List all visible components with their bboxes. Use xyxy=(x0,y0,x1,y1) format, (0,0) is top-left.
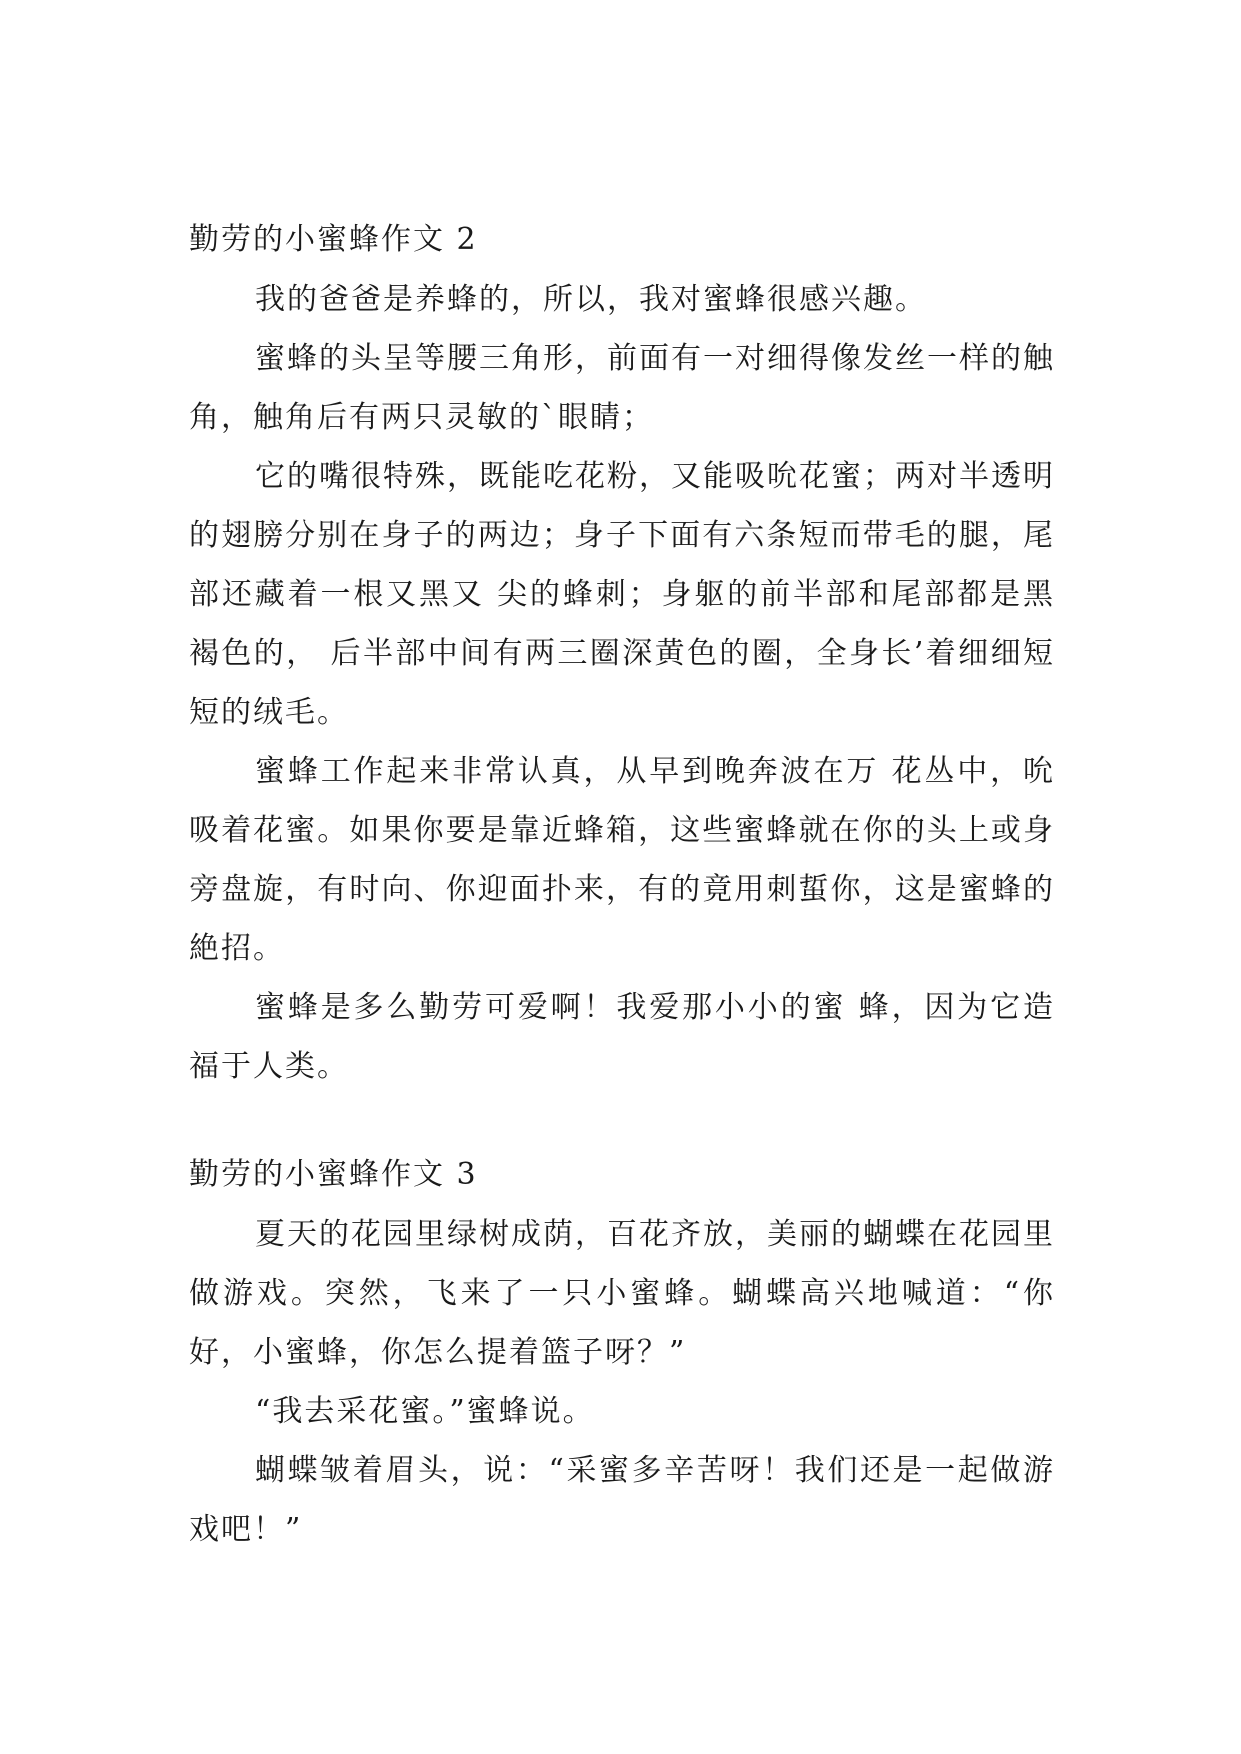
essay-2 xyxy=(189,210,1055,1096)
essay-paragraph: 蜜蜂的头呈等腰三角形，前面有一对细得像发丝一样的触角，触角后有两只灵敏的`眼睛； xyxy=(189,341,1055,435)
essay-paragraph: “我去采花蜜。”蜜蜂说。 xyxy=(255,1394,595,1429)
essay-paragraph: 蜜蜂是多么勤劳可爱啊！我爱那小小的蜜 蜂，因为它造福于人类。 xyxy=(189,990,1055,1084)
essay-3 xyxy=(189,1145,1055,1559)
essay-title: 勤劳的小蜜蜂作文 3 xyxy=(189,1157,478,1192)
essay-paragraph: 夏天的花园里绿树成荫，百花齐放，美丽的蝴蝶在花园里做游戏。突然，飞来了一只小蜜蜂。蝴蝶高兴地喊道：“你好，小蜜蜂，你怎么提着篮子呀？” xyxy=(189,1217,1055,1370)
essay-paragraph: 我的爸爸是养蜂的，所以，我对蜜蜂很感兴趣。 xyxy=(255,282,927,317)
essay-title: 勤劳的小蜜蜂作文 2 xyxy=(189,222,478,257)
essay-paragraph: 蝴蝶皱着眉头，说：“采蜜多辛苦呀！我们还是一起做游戏吧！” xyxy=(189,1453,1055,1547)
essay-paragraph: 它的嘴很特殊，既能吃花粉，又能吸吮花蜜；两对半透明的翅膀分别在身子的两边；身子下面有六条短而带毛的腿，尾部还藏着一根又黑又 尖的蜂刺；身躯的前半部和尾部都是黑褐色的， 后半部中间有两三圈深黄色的圈，全身长’着细细短短的绒毛。 xyxy=(189,459,1055,730)
essay-paragraph: 蜜蜂工作起来非常认真，从早到晚奔波在万 花丛中，吮吸着花蜜。如果你要是靠近蜂箱，这些蜜蜂就在你的头上或身旁盘旋，有时向、你迎面扑来，有的竟用刺蜇你，这是蜜蜂的絶招。 xyxy=(189,754,1055,966)
